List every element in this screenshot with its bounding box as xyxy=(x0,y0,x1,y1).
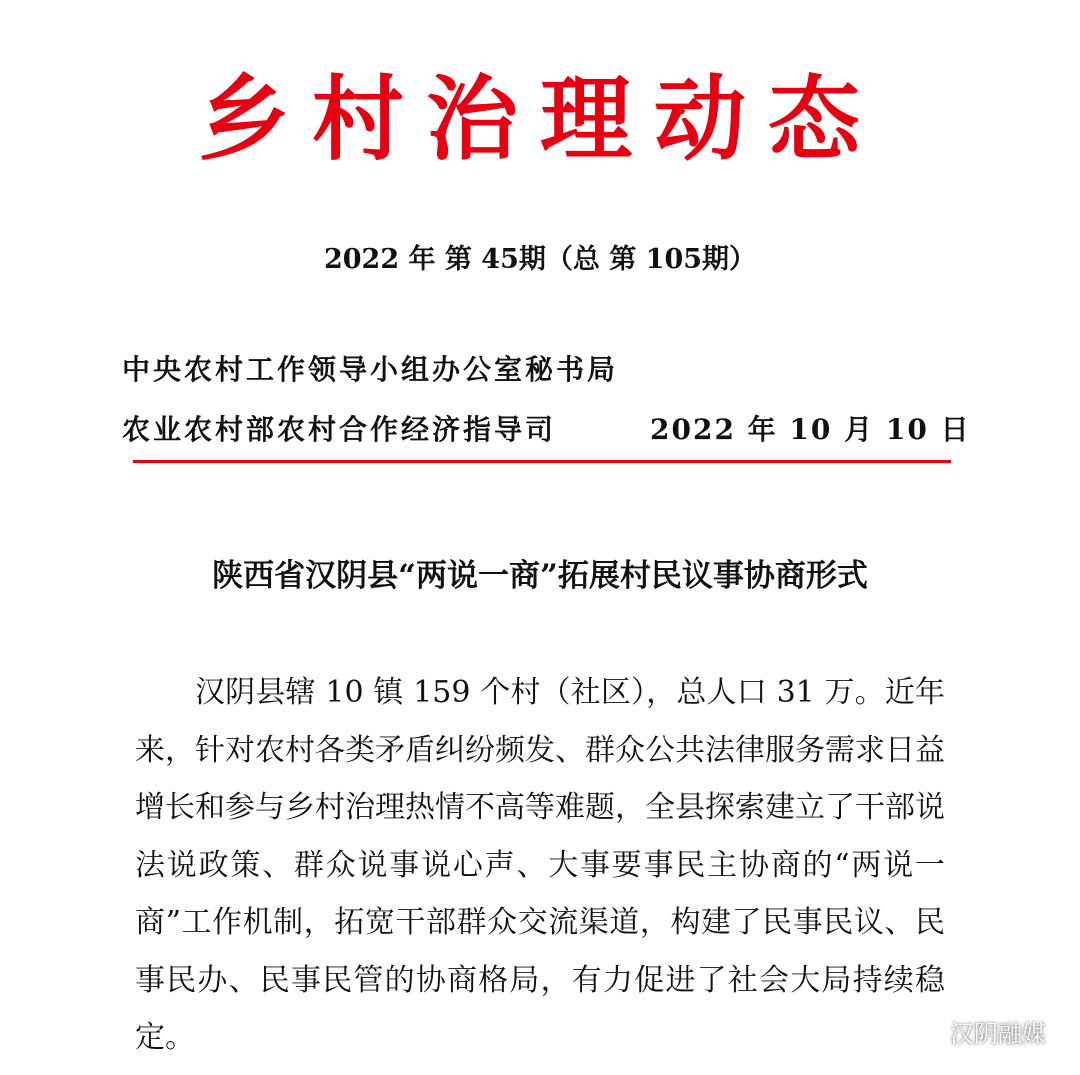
article-body: 汉阴县辖 10 镇 159 个村（社区），总人口 31 万。近年来，针对农村各类矛盾纠纷频发、群众公共法律服务需求日益增长和参与乡村治理热情不高等难题，全县探索建立了干部说法说政策、群众说事说心声、大事要事民主协商的“两说一商”工作机制，拓宽干部群众交流渠道，构建了民事民议、民事民办、民事民管的协商格局，有力促进了社会大局持续稳定。 xyxy=(135,675,945,1055)
watermark-text: 汉阴融媒 xyxy=(950,1020,1046,1048)
red-divider xyxy=(133,460,951,463)
article-title: 陕西省汉阴县“两说一商”拓展村民议事协商形式 xyxy=(212,558,868,594)
watermark xyxy=(908,1014,1046,1049)
issue-number: 2022 年 第 45期（总 第 105期） xyxy=(323,244,757,275)
issuer-department: 农业农村部农村合作经济指导司 xyxy=(122,413,557,446)
wechat-icon xyxy=(908,1018,942,1046)
publication-date: 2022 年 10 月 10 日 xyxy=(650,413,971,446)
issuer-secretariat: 中央农村工作领导小组办公室秘书局 xyxy=(122,353,619,386)
masthead-title: 乡村治理动态 xyxy=(197,66,882,173)
